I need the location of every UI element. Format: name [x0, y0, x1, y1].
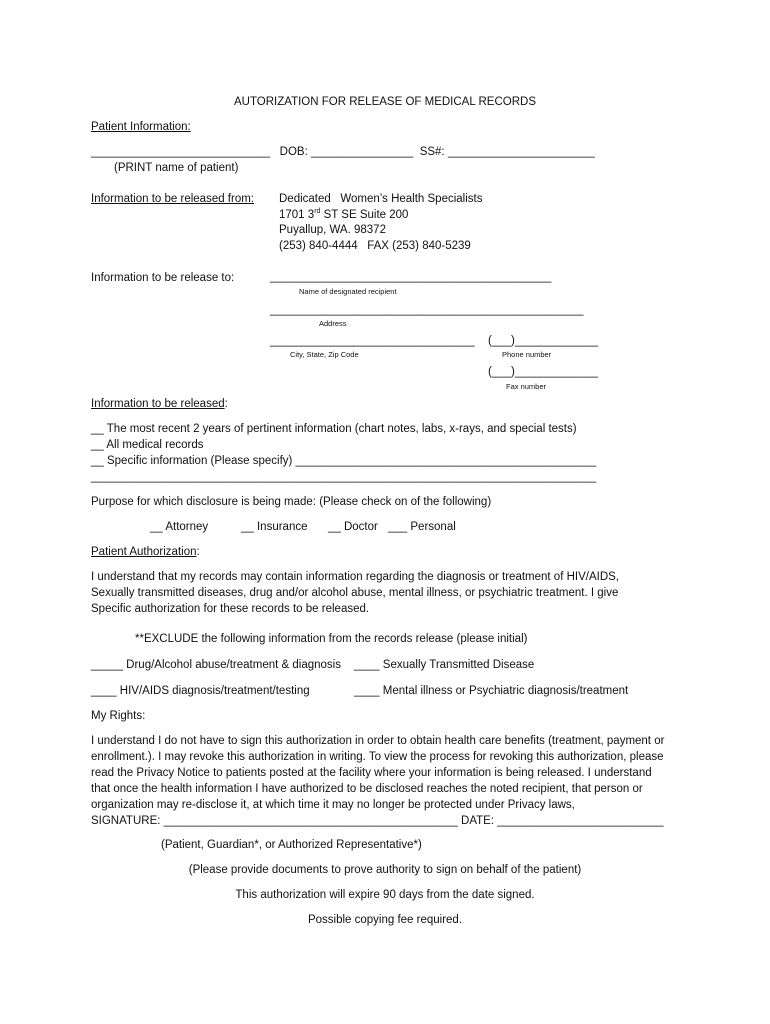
purpose-personal[interactable]: ___ Personal	[388, 521, 456, 533]
authorization-line: I understand that my records may contain information regarding the diagnosis or treatment of HIV/AIDS,	[91, 571, 619, 583]
copying-fee-note: Possible copying fee required.	[307, 914, 463, 926]
provider-name: Dedicated Women’s Health Specialists	[279, 193, 483, 205]
print-name-caption: (PRINT name of patient)	[114, 162, 239, 174]
rights-line: organization may re-disclose it, at which time it may no longer be protected under Privacy laws,	[91, 799, 575, 811]
purpose-doctor[interactable]: __ Doctor	[328, 521, 378, 533]
provider-address: 1701 3rd ST SE Suite 200	[279, 208, 409, 221]
exclude-mental-illness[interactable]: ____ Mental illness or Psychiatric diagnosis/treatment	[354, 685, 629, 697]
provider-phone-fax: (253) 840-4444 FAX (253) 840-5239	[279, 240, 471, 252]
purpose-attorney[interactable]: __ Attorney	[150, 521, 209, 533]
purpose-insurance[interactable]: __ Insurance	[241, 521, 308, 533]
purpose-text: Purpose for which disclosure is being made: (Please check on of the following)	[91, 496, 492, 508]
provider-city: Puyallup, WA. 98372	[279, 224, 386, 236]
exclude-drug-alcohol[interactable]: _____ Drug/Alcohol abuse/treatment & diagnosis	[91, 659, 341, 671]
provide-docs-note: (Please provide documents to prove authority to sign on behalf of the patient)	[188, 864, 582, 876]
rights-line: I understand I do not have to sign this authorization in order to obtain health care benefits (treatment, payment or	[91, 735, 665, 747]
exclude-std[interactable]: ____ Sexually Transmitted Disease	[354, 659, 535, 671]
rights-line: enrollment.). I may revoke this authorization in writing. To view the process for revoking this authorization, please	[91, 751, 664, 763]
rights-heading: My Rights:	[91, 710, 146, 722]
recipient-address-caption: Address	[319, 319, 347, 328]
patient-name-dob-ssn-line[interactable]: ____________________________ DOB: ________________ SS#: _______________________	[91, 146, 595, 158]
option-specific-info[interactable]: __ Specific information (Please specify) _______________________________________________	[91, 455, 597, 467]
signature-date-line[interactable]: SIGNATURE: ______________________________________________ DATE: __________________________	[91, 815, 664, 827]
recipient-name-caption: Name of designated recipient	[299, 287, 397, 296]
representative-caption: (Patient, Guardian*, or Authorized Representative*)	[161, 839, 422, 851]
authorization-heading: Patient Authorization:	[91, 546, 200, 558]
recipient-fax-caption: Fax number	[506, 382, 547, 391]
recipient-address-line[interactable]: _________________________________________________	[270, 304, 584, 316]
option-recent-records[interactable]: __ The most recent 2 years of pertinent information (chart notes, labs, x-rays, and special tests)	[91, 423, 577, 435]
authorization-line: Sexually transmitted diseases, drug and/or alcohol abuse, mental illness, or psychiatric treatment. I give	[91, 587, 619, 599]
recipient-name-line[interactable]: ____________________________________________	[270, 271, 552, 283]
rights-line: read the Privacy Notice to patients posted at the facility where your information is being released. I understand	[91, 767, 652, 779]
expiration-note: This authorization will expire 90 days from the date signed.	[235, 889, 535, 901]
recipient-city-line[interactable]: ________________________________	[270, 335, 475, 347]
exclude-heading: **EXCLUDE the following information from the records release (please initial)	[135, 633, 528, 645]
patient-info-heading: Patient Information:	[91, 121, 191, 133]
release-to-label: Information to be release to:	[91, 272, 235, 284]
form-title: AUTORIZATION FOR RELEASE OF MEDICAL RECORDS	[233, 96, 537, 108]
recipient-phone-caption: Phone number	[502, 350, 552, 359]
exclude-hiv-aids[interactable]: ____ HIV/AIDS diagnosis/treatment/testing	[91, 685, 310, 697]
authorization-line: Specific authorization for these records to be released.	[91, 603, 370, 615]
recipient-fax-line[interactable]: (___)_____________	[488, 366, 598, 378]
specific-info-extra-line[interactable]: _______________________________________________________________________________	[91, 471, 597, 483]
released-from-label: Information to be released from:	[91, 193, 254, 205]
rights-line: that once the health information I have authorized to be disclosed reaches the noted recipient, that person or	[91, 783, 643, 795]
option-all-records[interactable]: __ All medical records	[91, 439, 204, 451]
recipient-phone-line[interactable]: (___)_____________	[488, 335, 598, 347]
info-released-heading: Information to be released:	[91, 398, 228, 410]
recipient-city-caption: City, State, Zip Code	[290, 350, 359, 359]
